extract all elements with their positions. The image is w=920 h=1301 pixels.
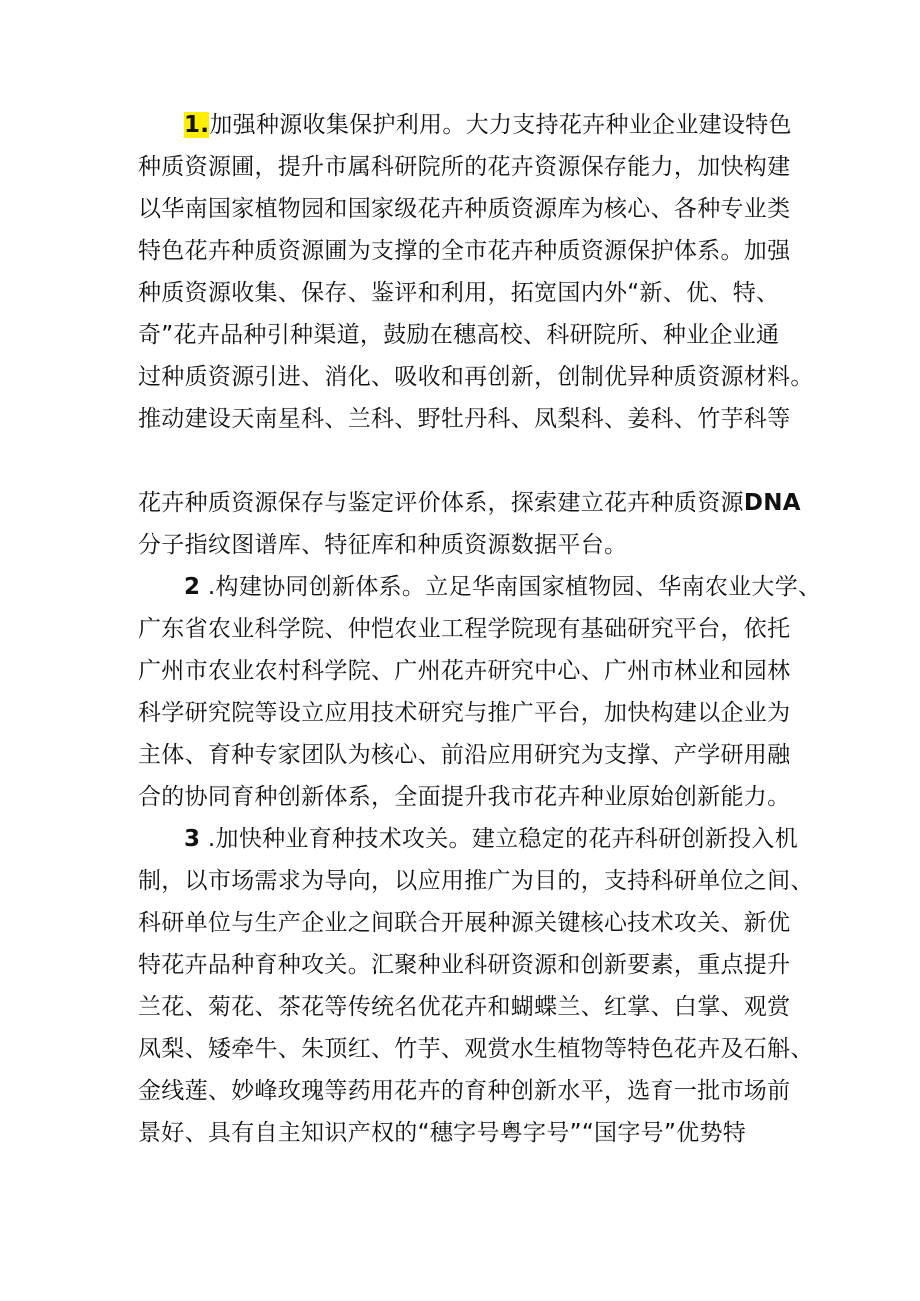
paragraph-1-line-6: 奇”花卉品种引种渠道，鼓励在穗高校、科研院所、种业企业通 <box>138 322 780 348</box>
paragraph-1-line-4: 特色花卉种质资源圃为支撑的全市花卉种质资源保护体系。加强 <box>138 238 791 264</box>
paragraph-2-line-6: 合的协同育种创新体系，全面提升我市花卉种业原始创新能力。 <box>138 784 791 810</box>
paragraph-2-line-4: 科学研究院等设立应用技术研究与推广平台，加快构建以企业为 <box>138 700 791 726</box>
paragraph-3-number: 3 <box>184 826 201 852</box>
paragraph-1-line-11: 分子指纹图谱库、特征库和种质资源数据平台。 <box>138 532 628 558</box>
paragraph-1-line-1 <box>184 110 792 140</box>
paragraph-3-text: .加快种业育种技术攻关。建立稳定的花卉科研创新投入机 <box>200 826 799 852</box>
dna-term: DNA <box>743 490 801 516</box>
paragraph-1-line-5: 种质资源收集、保存、鉴评和利用，拓宽国内外“新、优、特、 <box>138 280 780 306</box>
paragraph-1-number: 1. <box>184 112 210 138</box>
paragraph-3-line-1 <box>184 824 798 854</box>
paragraph-3-line-6: 凤梨、矮牵牛、朱顶红、竹芋、观赏水生植物等特色花卉及石斛、 <box>138 1036 814 1062</box>
paragraph-3-line-2: 制，以市场需求为导向，以应用推广为目的，支持科研单位之间、 <box>138 868 814 894</box>
paragraph-2-line-2: 广东省农业科学院、仲恺农业工程学院现有基础研究平台，依托 <box>138 616 791 642</box>
paragraph-1-dna-prefix: 花卉种质资源保存与鉴定评价体系，探索建立花卉种质资源 <box>138 490 744 516</box>
paragraph-1-line-8: 推动建设天南星科、兰科、野牡丹科、凤梨科、姜科、竹芋科等 <box>138 406 791 432</box>
paragraph-3-line-4: 特花卉品种育种攻关。汇聚种业科研资源和创新要素，重点提升 <box>138 952 791 978</box>
paragraph-2-line-1 <box>184 572 821 602</box>
paragraph-1-text: 加强种源收集保护利用。大力支持花卉种业企业建设特色 <box>209 112 792 138</box>
paragraph-2-line-5: 主体、育种专家团队为核心、前沿应用研究为支撑、产学研用融 <box>138 742 791 768</box>
paragraph-3-line-7: 金线莲、妙峰玫瑰等药用花卉的育种创新水平，选育一批市场前 <box>138 1078 791 1104</box>
paragraph-2-number: 2 <box>184 574 201 600</box>
paragraph-1-line-3: 以华南国家植物园和国家级花卉种质资源库为核心、各种专业类 <box>138 196 791 222</box>
paragraph-1-line-2: 种质资源圃，提升市属科研院所的花卉资源保存能力，加快构建 <box>138 154 791 180</box>
paragraph-3-line-8: 景好、具有自主知识产权的“穗字号粤字号”“国字号”优势特 <box>138 1120 747 1146</box>
paragraph-2-line-3: 广州市农业农村科学院、广州花卉研究中心、广州市林业和园林 <box>138 658 791 684</box>
paragraph-1-line-7: 过种质资源引进、消化、吸收和再创新，创制优异种质资源材料。 <box>138 364 814 390</box>
paragraph-3-line-3: 科研单位与生产企业之间联合开展种源关键核心技术攻关、新优 <box>138 910 791 936</box>
paragraph-3-line-5: 兰花、菊花、茶花等传统名优花卉和蝴蝶兰、红掌、白掌、观赏 <box>138 994 791 1020</box>
paragraph-1-line-10 <box>138 488 801 518</box>
paragraph-2-text: .构建协同创新体系。立足华南国家植物园、华南农业大学、 <box>200 574 822 600</box>
